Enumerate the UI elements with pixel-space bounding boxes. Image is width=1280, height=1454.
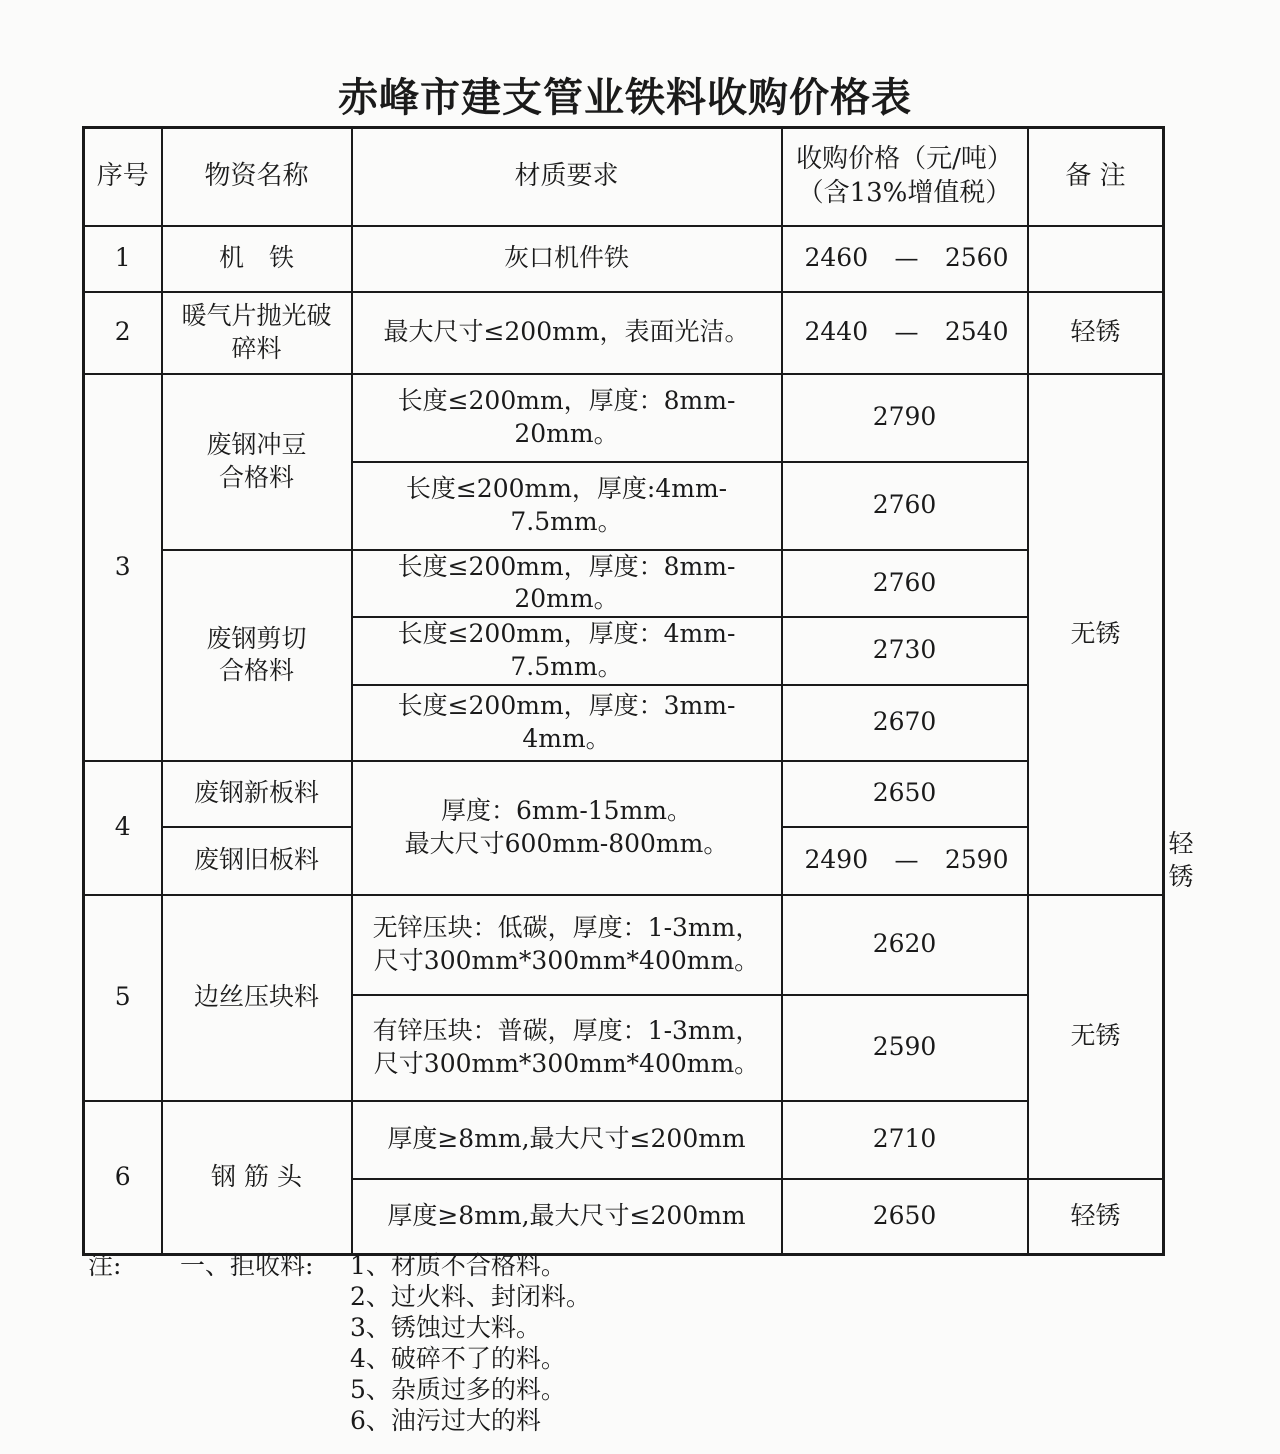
header-row [84,128,1164,226]
row-no: 4 [84,761,162,895]
item-name: 钢 筋 头 [162,1101,352,1255]
range-dash: — [894,243,919,272]
table-row [84,550,1164,617]
item-spec: 长度≤200mm，厚度：4mm-7.5mm。 [352,617,782,685]
item-price: 2590 [782,995,1028,1101]
price-range [782,226,1028,292]
item-remark: 轻锈 [1028,1179,1164,1255]
item-price: 2670 [782,685,1028,761]
item-spec: 厚度≥8mm,最大尺寸≤200mm [352,1179,782,1255]
item-price: 2760 [782,462,1028,550]
price-high: 2560 [944,243,1009,273]
row-no: 3 [84,374,162,761]
item-spec: 长度≤200mm，厚度:4mm-7.5mm。 [352,462,782,550]
item-remark: 轻锈 [1028,292,1164,374]
item-name: 废钢冲豆 合格料 [162,374,352,550]
price-low: 2460 [804,243,869,273]
item-spec: 厚度：6mm-15mm。 最大尺寸600mm-800mm。 [352,761,782,895]
item-name: 废钢旧板料 [162,827,352,895]
row-no: 6 [84,1101,162,1255]
table-row [84,374,1164,462]
price-high: 2540 [944,317,1009,347]
table-row [84,292,1164,374]
item-spec: 有锌压块：普碳，厚度：1-3mm， 尺寸300mm*300mm*400mm。 [352,995,782,1101]
price-high: 2590 [944,845,1009,875]
item-remark: 无锈 [1028,895,1164,1179]
table-row [84,895,1164,995]
item-spec: 最大尺寸≤200mm，表面光洁。 [352,292,782,374]
header-name: 物资名称 [162,128,352,226]
table-row [84,761,1164,827]
price-table [82,126,1194,1256]
item-remark [1028,226,1164,292]
row-no: 2 [84,292,162,374]
table-row [84,1101,1164,1179]
list-item: 4、破碎不了的料。 [350,1344,566,1373]
item-spec: 厚度≥8mm,最大尺寸≤200mm [352,1101,782,1179]
item-spec: 无锌压块：低碳，厚度：1-3mm， 尺寸300mm*300mm*400mm。 [352,895,782,995]
item-name: 边丝压块料 [162,895,352,1101]
item-spec: 长度≤200mm，厚度：8mm-20mm。 [352,550,782,617]
list-item: 2、过火料、封闭料。 [350,1282,591,1311]
price-low: 2440 [804,317,869,347]
header-no: 序号 [84,128,162,226]
list-item: 5、杂质过多的料。 [350,1375,566,1404]
price-range [782,827,1028,895]
item-price: 2730 [782,617,1028,685]
list-item: 6、油污过大的料 [350,1406,541,1435]
item-name: 废钢剪切 合格料 [162,550,352,761]
header-spec: 材质要求 [352,128,782,226]
row-no: 1 [84,226,162,292]
item-price: 2710 [782,1101,1028,1179]
range-dash: — [894,845,919,874]
price-low: 2490 [804,845,869,875]
item-remark: 无锈 [1028,374,1164,895]
item-price: 2650 [782,761,1028,827]
item-price: 2620 [782,895,1028,995]
table-row [84,226,1164,292]
page-title: 赤峰市建支管业铁料收购价格表 [338,75,912,121]
list-item: 1、材质不合格料。 [350,1251,566,1280]
price-range [782,292,1028,374]
item-price: 2650 [782,1179,1028,1255]
table-row: 废钢旧板料 2490 — 2590 轻锈 [84,827,1164,895]
notes-lead: 注: [88,1251,122,1280]
header-price: 收购价格（元/吨） （含13%增值税） [782,128,1028,226]
item-spec: 长度≤200mm，厚度：8mm-20mm。 [352,374,782,462]
item-name: 废钢新板料 [162,761,352,827]
item-name: 暖气片抛光破 碎料 [162,292,352,374]
item-spec: 灰口机件铁 [352,226,782,292]
item-spec: 长度≤200mm，厚度：3mm-4mm。 [352,685,782,761]
item-name: 机 铁 [162,226,352,292]
item-price: 2790 [782,374,1028,462]
row-no: 5 [84,895,162,1101]
range-dash: — [894,317,919,346]
list-item: 3、锈蚀过大料。 [350,1313,541,1342]
header-remark: 备 注 [1028,128,1164,226]
notes-heading: 一、拒收料: [180,1251,314,1280]
rejected-list [350,1250,591,1436]
item-price: 2760 [782,550,1028,617]
